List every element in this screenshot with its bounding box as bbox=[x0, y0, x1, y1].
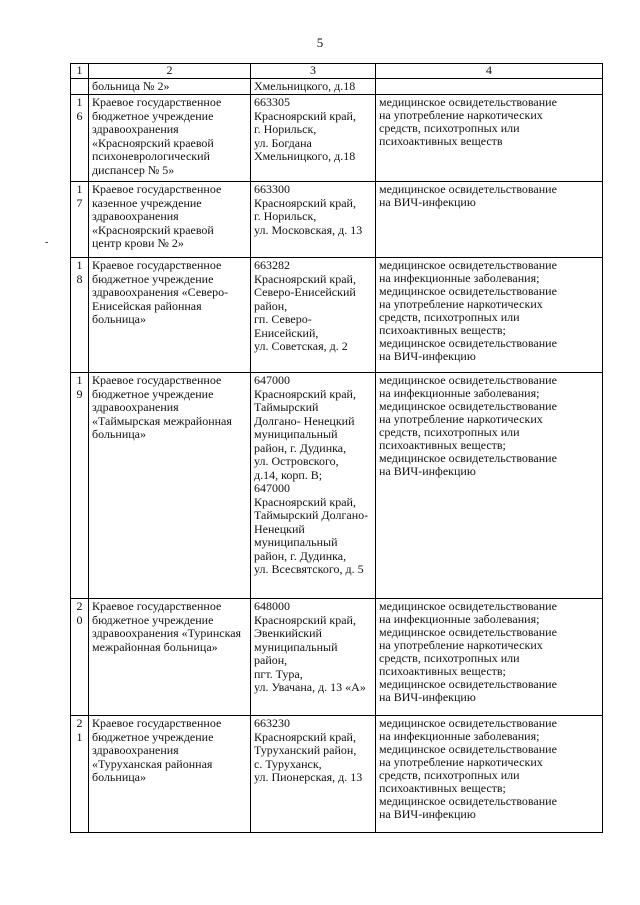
institution-address: 648000 Красноярский край, Эвенкийский муниципальный район, пгт. Тура, ул. Увачана, д. 13 «А» bbox=[251, 599, 376, 716]
table-row bbox=[71, 716, 603, 833]
institution-name: Краевое государственное бюджетное учреждение здравоохранения «Красноярский краевой психоневрологический диспансер № 5» bbox=[89, 95, 251, 182]
table-row bbox=[71, 258, 603, 373]
table-row bbox=[71, 95, 603, 182]
row-number: 18 bbox=[71, 258, 89, 373]
table-header-row bbox=[71, 64, 603, 79]
institution-name: Краевое государственное бюджетное учреждение здравоохранения «Туринская межрайонная больница» bbox=[89, 599, 251, 716]
row-number: 16 bbox=[71, 95, 89, 182]
table-row bbox=[71, 79, 603, 95]
institution-services: медицинское освидетельствование на инфекционные заболевания; медицинское освидетельствование на употребление наркотических средств, психотропных или психоактивных веществ; медицинское освидетельствование на ВИЧ-инфекцию bbox=[376, 599, 603, 716]
table-row bbox=[71, 373, 603, 599]
institution-services: медицинское освидетельствование на инфекционные заболевания; медицинское освидетельствование на употребление наркотических средств, психотропных или психоактивных веществ; медицинское освидетельствование на ВИЧ-инфекцию bbox=[376, 373, 603, 599]
institution-services bbox=[376, 79, 603, 95]
row-number: 19 bbox=[71, 373, 89, 599]
column-header: 2 bbox=[89, 64, 251, 79]
institution-services: медицинское освидетельствование на инфекционные заболевания; медицинское освидетельствование на употребление наркотических средств, психотропных или психоактивных веществ; медицинское освидетельствование на ВИЧ-инфекцию bbox=[376, 258, 603, 373]
row-number: 17 bbox=[71, 182, 89, 258]
column-header: 3 bbox=[251, 64, 376, 79]
institution-name: Краевое государственное бюджетное учреждение здравоохранения «Туруханская районная больница» bbox=[89, 716, 251, 833]
institution-address: 663305 Красноярский край, г. Норильск, ул. Богдана Хмельницкого, д.18 bbox=[251, 95, 376, 182]
institution-name: Краевое государственное казенное учреждение здравоохранения «Красноярский краевой центр крови № 2» bbox=[89, 182, 251, 258]
institution-address: Хмельницкого, д.18 bbox=[251, 79, 376, 95]
margin-mark: - bbox=[45, 237, 49, 248]
row-number bbox=[71, 79, 89, 95]
institution-address: 647000 Красноярский край, Таймырский Долгано- Ненецкий муниципальный район, г. Дудинка, ул. Островского, д.14, корп. В; 647000 Красноярский край, Таймырский Долгано- Ненецкий муниципальный район, г. Дудинка, ул. Всесвятского, д. 5 bbox=[251, 373, 376, 599]
institution-name: Краевое государственное бюджетное учреждение здравоохранения «Северо- Енисейская районная больница» bbox=[89, 258, 251, 373]
column-header: 4 bbox=[376, 64, 603, 79]
institutions-table bbox=[70, 63, 603, 833]
institution-services: медицинское освидетельствование на употребление наркотических средств, психотропных или психоактивных веществ bbox=[376, 95, 603, 182]
row-number: 21 bbox=[71, 716, 89, 833]
institution-address: 663282 Красноярский край, Северо-Енисейский район, гп. Северо- Енисейский, ул. Советская, д. 2 bbox=[251, 258, 376, 373]
institution-name: больница № 2» bbox=[89, 79, 251, 95]
column-header: 1 bbox=[71, 64, 89, 79]
institution-address: 663300 Красноярский край, г. Норильск, ул. Московская, д. 13 bbox=[251, 182, 376, 258]
page-number: 5 bbox=[316, 35, 324, 50]
institution-services: медицинское освидетельствование на ВИЧ-инфекцию bbox=[376, 182, 603, 258]
row-number: 20 bbox=[71, 599, 89, 716]
table-row bbox=[71, 599, 603, 716]
institution-name: Краевое государственное бюджетное учреждение здравоохранения «Таймырская межрайонная больница» bbox=[89, 373, 251, 599]
table-row bbox=[71, 182, 603, 258]
institution-address: 663230 Красноярский край, Туруханский район, с. Туруханск, ул. Пионерская, д. 13 bbox=[251, 716, 376, 833]
institution-services: медицинское освидетельствование на инфекционные заболевания; медицинское освидетельствование на употребление наркотических средств, психотропных или психоактивных веществ; медицинское освидетельствование на ВИЧ-инфекцию bbox=[376, 716, 603, 833]
